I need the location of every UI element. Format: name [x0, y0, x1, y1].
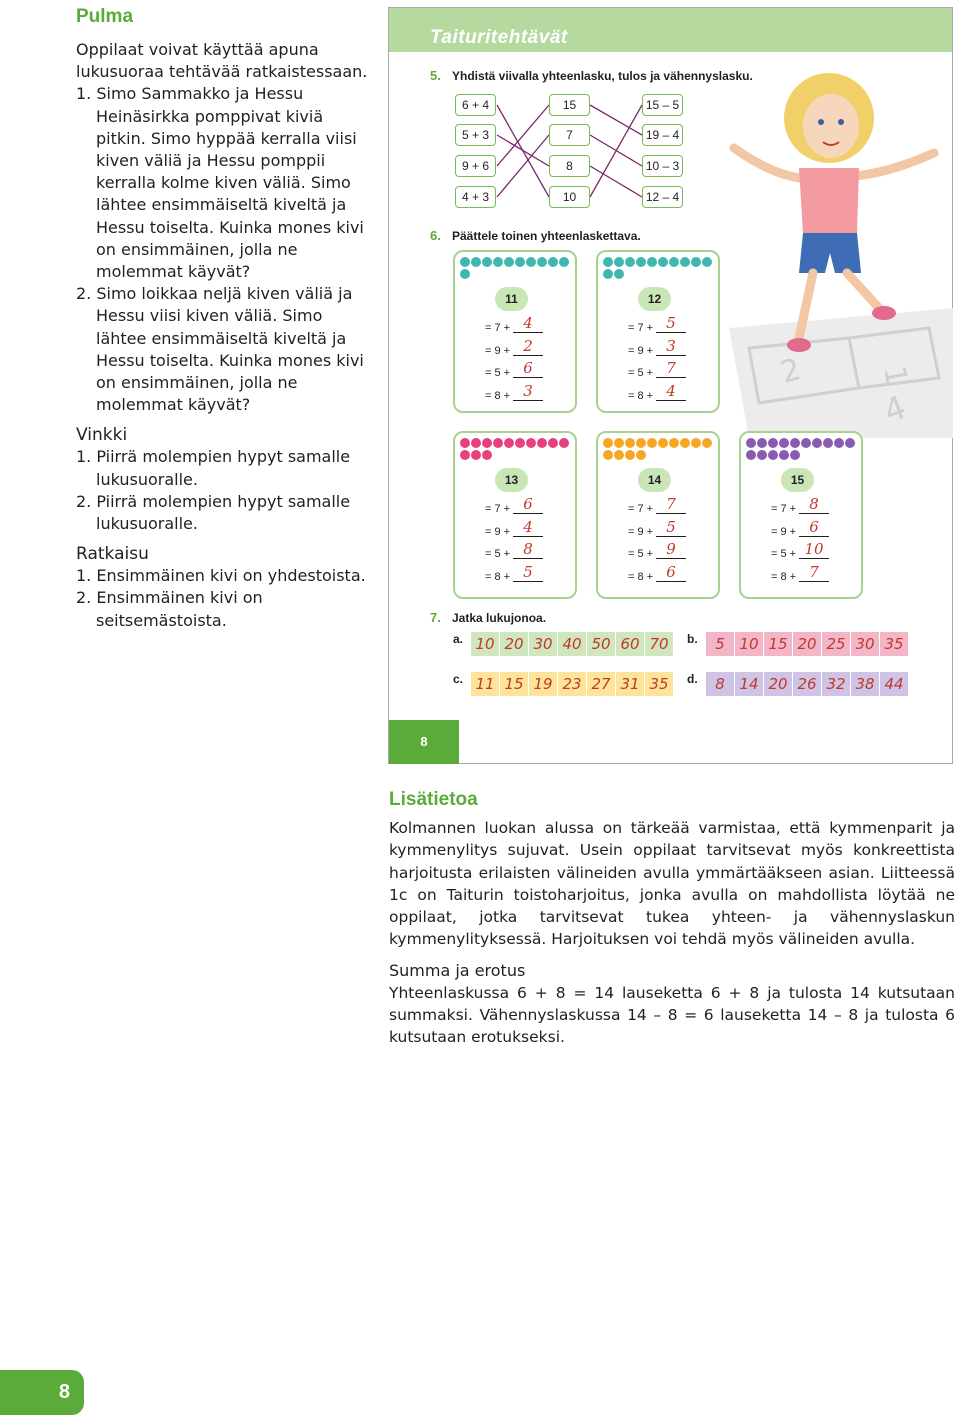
counting-dots: [746, 438, 864, 462]
sequence-b: [706, 632, 909, 656]
answer-blank[interactable]: 4: [513, 519, 543, 537]
counting-dots: [603, 257, 721, 281]
solution-number: 2.: [76, 588, 92, 608]
equation-row: [485, 337, 575, 360]
addition-pill: 9 + 6: [455, 155, 496, 177]
equation-lhs: = 8 +: [628, 389, 654, 402]
sequence-cell: 15: [764, 632, 793, 656]
equation-row: [485, 563, 575, 586]
solution-number: 1.: [76, 566, 92, 586]
sum-card-14: [596, 431, 720, 599]
equation-row: [485, 540, 575, 563]
task-7-heading: [430, 610, 546, 625]
equation-row: [628, 382, 718, 405]
sum-card-15: [739, 431, 863, 599]
sequence-cell: 30: [529, 632, 558, 656]
equation-lhs: = 7 +: [485, 322, 511, 334]
answer-blank[interactable]: 4: [656, 383, 686, 401]
solution-1: [76, 565, 368, 587]
task-6-heading: [430, 228, 641, 243]
sequence-label-c: c.: [453, 672, 464, 686]
sequence-cell[interactable]: 38: [851, 672, 880, 696]
result-pill: 7: [549, 124, 590, 146]
equation-row: [628, 540, 718, 563]
sequence-cell[interactable]: 31: [616, 672, 645, 696]
equation-lhs: = 5 +: [485, 367, 511, 379]
answer-blank[interactable]: 5: [656, 315, 686, 333]
answer-blank[interactable]: 3: [513, 383, 543, 401]
sum-badge: 13: [495, 468, 528, 492]
equation-lhs: = 9 +: [485, 525, 511, 538]
sequence-label-d: d.: [687, 672, 698, 686]
sum-badge: 14: [638, 468, 671, 492]
sequence-cell[interactable]: 35: [880, 632, 909, 656]
hopscotch-number: 4: [878, 387, 911, 431]
workbook-page: [388, 7, 953, 764]
result-pill: 8: [549, 155, 590, 177]
equation-list: [485, 495, 575, 585]
hint-text: Piirrä molempien hypyt samalle lukusuoralle.: [96, 491, 351, 534]
equation-row: [628, 495, 718, 518]
answer-blank[interactable]: 7: [656, 496, 686, 514]
sequence-cell[interactable]: 44: [880, 672, 909, 696]
sum-badge: 11: [495, 287, 528, 311]
sequence-d: [706, 672, 909, 696]
equation-row: [485, 495, 575, 518]
info-subheading: Summa ja erotus: [389, 960, 526, 980]
equation-lhs: = 5 +: [628, 548, 654, 560]
equation-row: [628, 359, 718, 382]
sequence-cell: 19: [529, 672, 558, 696]
equation-lhs: = 8 +: [485, 389, 511, 402]
equation-list: [485, 314, 575, 404]
task-title: Jatka lukujonoa.: [452, 611, 547, 625]
answer-blank[interactable]: 8: [513, 541, 543, 559]
sequence-a: [471, 632, 674, 656]
sequence-label-a: a.: [453, 632, 464, 646]
answer-blank[interactable]: 9: [656, 541, 686, 559]
counting-dots: [460, 257, 578, 281]
answer-blank[interactable]: 2: [513, 338, 543, 356]
info-section: [389, 789, 955, 1049]
pulma-heading: Pulma: [76, 6, 134, 27]
banner-title: Taituritehtävät: [430, 27, 568, 48]
equation-row: [485, 382, 575, 405]
sequence-cell: 11: [471, 672, 500, 696]
hint-number: 1.: [76, 447, 92, 467]
sequence-cell: 10: [471, 632, 500, 656]
answer-blank[interactable]: 5: [513, 564, 543, 582]
answer-blank[interactable]: 10: [799, 541, 829, 559]
sequence-cell[interactable]: 20: [793, 632, 822, 656]
info-paragraph: Yhteenlaskussa 6 + 8 = 14 lauseketta 6 + 8 ja tulosta 14 kutsutaan summaksi. Vähennyslaskussa 14 – 8 = 6 lauseketta 14 – 8 ja tulosta 6 kutsutaan erotukseksi.: [389, 983, 955, 1047]
hint-1: [76, 446, 368, 490]
equation-row: [628, 314, 718, 337]
sum-badge: 12: [638, 287, 671, 311]
workbook-page-number: 8: [389, 720, 459, 764]
sequence-c: [471, 672, 674, 696]
sequence-cell: 8: [706, 672, 735, 696]
problem-number: 1.: [76, 84, 92, 104]
equation-row: [628, 518, 718, 541]
sequence-cell[interactable]: 35: [645, 672, 674, 696]
equation-lhs: = 5 +: [771, 548, 797, 560]
sequence-cell[interactable]: 25: [822, 632, 851, 656]
sequence-cell[interactable]: 26: [793, 672, 822, 696]
equation-lhs: = 8 +: [628, 570, 654, 583]
sequence-cell[interactable]: 32: [822, 672, 851, 696]
sequence-cell[interactable]: 70: [645, 632, 674, 656]
equation-lhs: = 8 +: [771, 570, 797, 583]
hints-heading: Vinkki: [76, 425, 128, 446]
sequence-cell: 20: [500, 632, 529, 656]
equation-lhs: = 9 +: [771, 525, 797, 538]
task-title: Yhdistä viivalla yhteenlasku, tulos ja vähennyslasku.: [452, 69, 753, 83]
sequence-cell[interactable]: 50: [587, 632, 616, 656]
hint-number: 2.: [76, 491, 92, 511]
equation-lhs: = 7 +: [485, 503, 511, 515]
equation-row: [771, 518, 861, 541]
counting-dots: [460, 438, 578, 462]
answer-blank[interactable]: 5: [656, 519, 686, 537]
sequence-cell[interactable]: 30: [851, 632, 880, 656]
task-number: 6.: [430, 228, 441, 243]
answer-blank[interactable]: 4: [513, 315, 543, 333]
equation-row: [771, 495, 861, 518]
sequence-cell: 15: [500, 672, 529, 696]
solution-heading: Ratkaisu: [76, 544, 149, 565]
answer-blank[interactable]: 7: [656, 360, 686, 378]
answer-blank[interactable]: 6: [799, 519, 829, 537]
problem-2: [76, 283, 368, 416]
sequence-cell: 10: [735, 632, 764, 656]
sequence-cell[interactable]: 40: [558, 632, 587, 656]
equation-list: [628, 495, 718, 585]
answer-blank[interactable]: 8: [799, 496, 829, 514]
subtraction-pill: 12 – 4: [642, 186, 683, 208]
solution-text: Ensimmäinen kivi on yhdestoista.: [96, 566, 366, 586]
equation-lhs: = 9 +: [485, 344, 511, 357]
teacher-notes: [76, 6, 368, 632]
sum-badge: 15: [781, 468, 814, 492]
info-paragraph: Kolmannen luokan alussa on tärkeää varmistaa, että kymmenparit ja kymmenylitys sujuvat. Usein oppilaat tarvitsevat myös konkreettista harjoitusta erilaisten välineiden avulla ymmärtääkseen asian. Liitteessä 1c on Taiturin toistoharjoitus, jonka avulla on mahdollista löytää ne oppilaat, jotka tarvitsevat tukea yhteen- ja vähennyslaskun kymmenylityksessä. Harjoituksen voi tehdä myös välineiden avulla.: [389, 819, 955, 949]
hint-text: Piirrä molempien hypyt samalle lukusuoralle.: [96, 447, 351, 489]
subtraction-pill: 15 – 5: [642, 94, 683, 116]
equation-row: [628, 337, 718, 360]
sequence-label-b: b.: [687, 632, 698, 646]
equation-row: [771, 563, 861, 586]
addition-pill: 4 + 3: [455, 186, 496, 208]
subtraction-pill: 19 – 4: [642, 124, 683, 146]
sequence-cell: 14: [735, 672, 764, 696]
sequence-cell[interactable]: 60: [616, 632, 645, 656]
solution-2: [76, 587, 368, 631]
answer-blank[interactable]: 7: [799, 564, 829, 582]
addition-pill: 6 + 4: [455, 94, 496, 116]
hopscotch-number: 1: [876, 363, 914, 389]
equation-row: [485, 359, 575, 382]
equation-lhs: = 5 +: [628, 367, 654, 379]
equation-lhs: = 5 +: [485, 548, 511, 560]
equation-list: [771, 495, 861, 585]
subtraction-pill: 10 – 3: [642, 155, 683, 177]
sum-card-13: [453, 431, 577, 599]
info-heading: Lisätietoa: [389, 789, 478, 810]
result-pill: 15: [549, 94, 590, 116]
hint-2: [76, 491, 368, 535]
problem-text: Simo Sammakko ja Hessu Heinäsirkka pomppivat kiviä pitkin. Simo hyppää kerralla viisi kiven väliä ja Hessu pomppii kerralla kolme kiven väliä. Simo lähtee ensimmäiseltä kiveltä ja Hessu toiselta. Kuinka mones kivi on ensimmäinen, jolla ne molemmat käyvät?: [96, 84, 364, 282]
sequence-cell[interactable]: 20: [764, 672, 793, 696]
equation-lhs: = 7 +: [628, 503, 654, 515]
problem-number: 2.: [76, 284, 92, 304]
task-number: 5.: [430, 68, 441, 83]
solution-text: Ensimmäinen kivi on seitsemästoista.: [96, 588, 263, 630]
answer-blank[interactable]: 3: [656, 338, 686, 356]
result-pill: 10: [549, 186, 590, 208]
equation-row: [771, 540, 861, 563]
equation-row: [485, 518, 575, 541]
footer-page-number: 8: [0, 1370, 84, 1415]
sum-card-11: [453, 250, 577, 413]
equation-lhs: = 9 +: [628, 525, 654, 538]
problem-text: Simo loikkaa neljä kiven väliä ja Hessu viisi kiven väliä. Simo lähtee ensimmäiseltä kiveltä ja Hessu toiselta. Kuinka mones kivi on ensimmäinen, jolla ne molemmat käyvät?: [96, 284, 364, 415]
equation-lhs: = 8 +: [485, 570, 511, 583]
problem-1: [76, 83, 368, 283]
answer-blank[interactable]: 6: [513, 360, 543, 378]
sequence-cell[interactable]: 27: [587, 672, 616, 696]
sum-card-12: [596, 250, 720, 413]
sequence-cell[interactable]: 23: [558, 672, 587, 696]
task-number: 7.: [430, 610, 441, 625]
equation-lhs: = 7 +: [771, 503, 797, 515]
answer-blank[interactable]: 6: [513, 496, 543, 514]
equation-lhs: = 9 +: [628, 344, 654, 357]
addition-pill: 5 + 3: [455, 124, 496, 146]
equation-list: [628, 314, 718, 404]
pulma-intro: Oppilaat voivat käyttää apuna lukusuoraa tehtävää ratkaistessaan.: [76, 40, 368, 82]
equation-lhs: = 7 +: [628, 322, 654, 334]
sequence-cell: 5: [706, 632, 735, 656]
answer-blank[interactable]: 6: [656, 564, 686, 582]
equation-row: [485, 314, 575, 337]
counting-dots: [603, 438, 721, 462]
task-title: Päättele toinen yhteenlaskettava.: [452, 229, 641, 243]
equation-row: [628, 563, 718, 586]
hopscotch-number: 2: [777, 351, 805, 391]
